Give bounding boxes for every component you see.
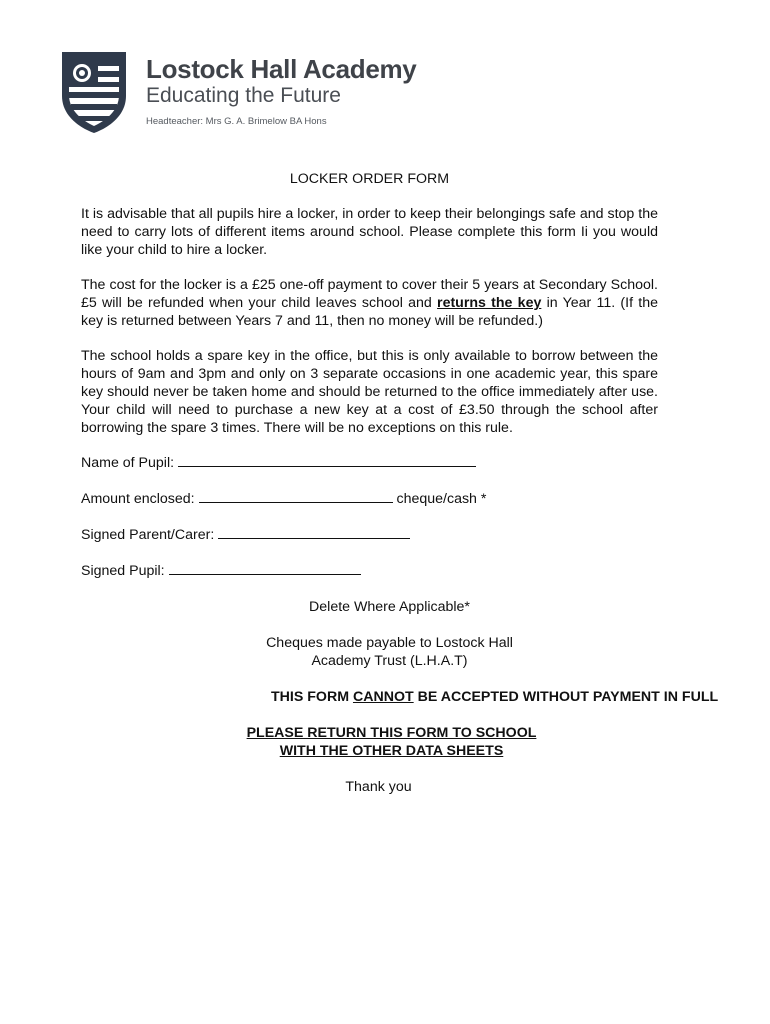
pupil-signature-label: Signed Pupil:	[81, 563, 165, 579]
return-notice-line-2: WITH THE OTHER DATA SHEETS	[279, 743, 504, 759]
letterhead	[60, 50, 480, 140]
cheques-line-2: Academy Trust (L.H.A.T)	[311, 653, 468, 669]
parent-signature-input[interactable]	[218, 526, 410, 539]
school-name: Lostock Hall Academy	[146, 54, 417, 84]
locker-order-form	[81, 170, 719, 796]
cost-text-2: in Year 11. (If the key is returned between Years 7 and 11, then no money will be refunded.)	[81, 295, 658, 329]
parent-signature-label: Signed Parent/Carer:	[81, 527, 215, 543]
payment-notice	[271, 688, 770, 706]
pupil-name-input[interactable]	[178, 454, 476, 467]
payment-notice-text-1: THIS FORM	[271, 689, 353, 705]
pupil-name-field	[81, 454, 658, 472]
payment-method-label: cheque/cash *	[396, 491, 487, 507]
cost-paragraph	[81, 276, 658, 330]
parent-signature-field	[81, 526, 658, 544]
amount-input[interactable]	[199, 490, 393, 503]
cost-text-1: The cost for the locker is a £25 one-off payment to cover their 5 years at Secondary School. £5 will be refunded when your child leaves school and	[81, 277, 658, 311]
delete-note: Delete Where Applicable*	[309, 599, 470, 615]
pupil-name-label: Name of Pupil:	[81, 455, 175, 471]
pupil-signature-input[interactable]	[169, 562, 361, 575]
return-notice-line-1: PLEASE RETURN THIS FORM TO SCHOOL	[246, 725, 537, 741]
cannot-emphasis: CANNOT	[352, 689, 414, 705]
returns-the-key-emphasis: returns the key	[437, 295, 542, 311]
amount-label: Amount enclosed:	[81, 491, 195, 507]
form-title: LOCKER ORDER FORM	[289, 171, 450, 187]
spare-key-paragraph: The school holds a spare key in the office, but this is only available to borrow between the hours of 9am and 3pm and only on 3 separate occasions in one academic year, this spare key should never be taken home and should be returned to the office immediately after use. Your child will need to purchase a new key at a cost of £3.50 through the school after borrowing the spare 3 times. There will be no exceptions on this rule.	[81, 348, 658, 436]
pupil-signature-field	[81, 562, 658, 580]
thank-you: Thank you	[345, 779, 412, 795]
amount-field	[81, 490, 658, 508]
headteacher-line: Headteacher: Mrs G. A. Brimelow BA Hons	[146, 116, 327, 127]
intro-paragraph: It is advisable that all pupils hire a locker, in order to keep their belongings safe and stop the need to carry lots of different items around school. Please complete this form Ii you would like your child to hire a locker.	[81, 206, 658, 258]
shield-crest-icon	[60, 50, 128, 134]
school-motto: Educating the Future	[146, 84, 341, 107]
payment-notice-text-2: BE ACCEPTED WITHOUT PAYMENT IN FULL	[413, 689, 719, 705]
cheques-line-1: Cheques made payable to Lostock Hall	[266, 635, 513, 651]
